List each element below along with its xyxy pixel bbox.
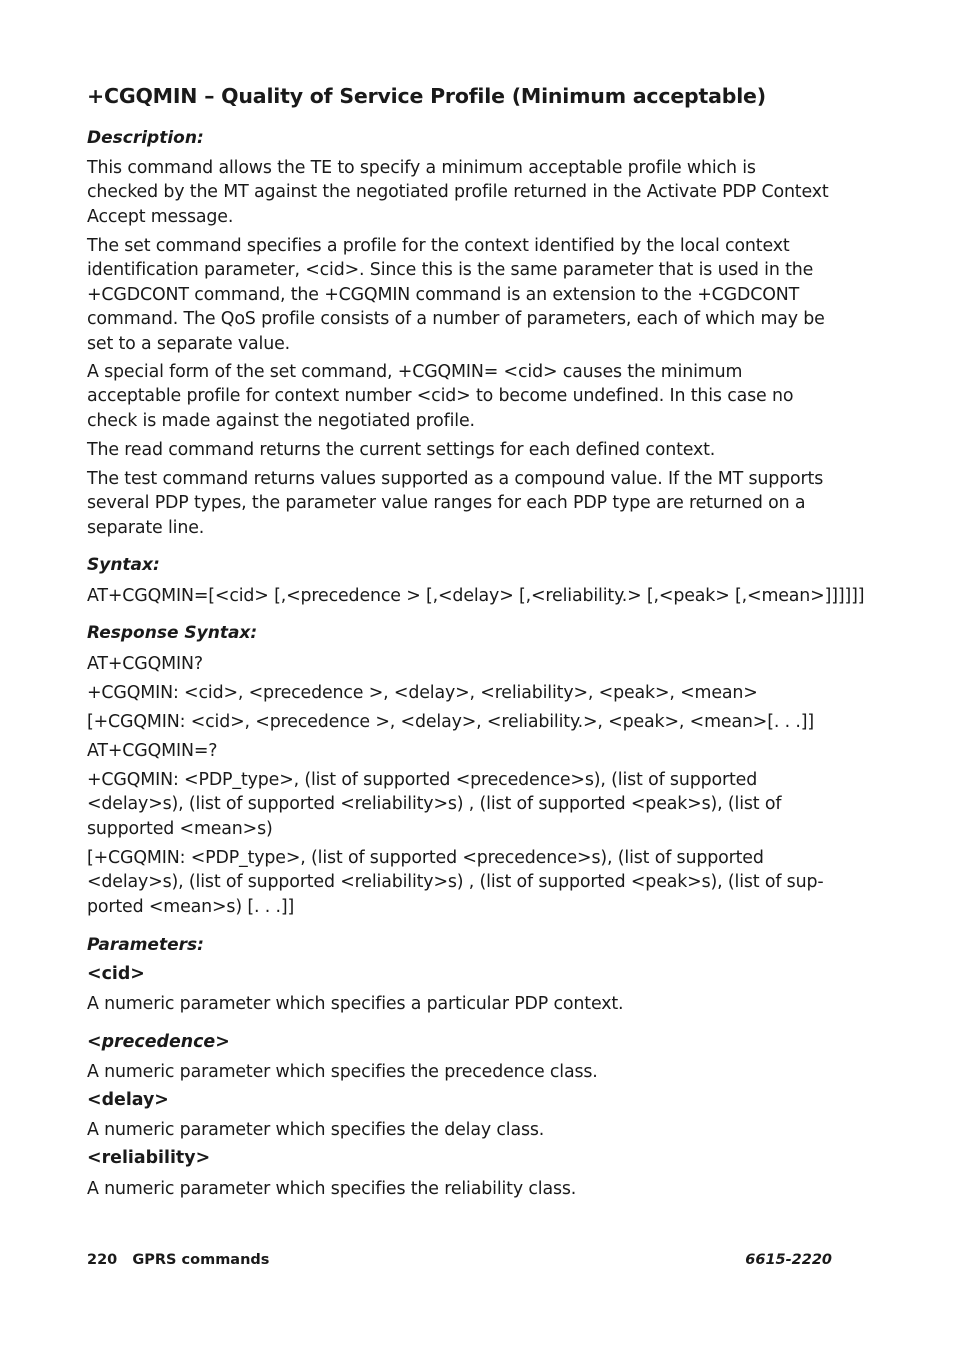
page-title: +CGQMIN – Quality of Service Profile (Minimum acceptable)	[87, 84, 766, 108]
description-label: Description:	[87, 128, 204, 148]
param-desc-reliability: A numeric parameter which specifies the reliability class.	[87, 1179, 577, 1199]
page-footer	[87, 1252, 832, 1268]
page-number: 220	[87, 1252, 118, 1268]
param-desc-delay: A numeric parameter which specifies the delay class.	[87, 1120, 545, 1140]
response-line-3: [+CGQMIN: <cid>, <precedence >, <delay>, <reliability.>, <peak>, <mean>[. . .]]	[87, 712, 815, 732]
response-line-4: AT+CGQMIN=?	[87, 741, 218, 761]
param-name-precedence: <precedence>	[87, 1032, 230, 1052]
param-desc-precedence: A numeric parameter which specifies the precedence class.	[87, 1062, 598, 1082]
parameters-label: Parameters:	[87, 935, 204, 955]
param-desc-cid: A numeric parameter which specifies a particular PDP context.	[87, 994, 624, 1014]
description-paragraph-4: The read command returns the current settings for each defined context.	[87, 440, 716, 460]
response-line-2: +CGQMIN: <cid>, <precedence >, <delay>, <reliability>, <peak>, <mean>	[87, 683, 758, 703]
description-paragraph-5: The test command returns values supported as a compound value. If the MT supports several PDP types, the parameter value ranges for each PDP type are returned on a separate line.	[87, 469, 824, 538]
response-syntax-label: Response Syntax:	[87, 623, 258, 643]
description-paragraph-3: A special form of the set command, +CGQMIN= <cid> causes the minimum acceptable profile for context number <cid> to become undefined. In this case no check is made against the negotiated profile.	[87, 362, 794, 431]
description-paragraph-1: This command allows the TE to specify a minimum acceptable profile which is checked by the MT against the negotiated profile returned in the Activate PDP Context Accept message.	[87, 158, 829, 227]
document-number: 6615-2220	[745, 1252, 832, 1268]
response-line-1: AT+CGQMIN?	[87, 654, 203, 674]
param-name-cid: <cid>	[87, 964, 145, 984]
description-paragraph-2: The set command specifies a profile for the context identified by the local context identification parameter, <cid>. Since this is the same parameter that is used in the +CGDCONT command, the +CGQMIN command is an extension to the +CGDCONT command. The QoS profile consists of a number of parameters, each of which may be set to a separate value.	[87, 236, 825, 354]
syntax-label: Syntax:	[87, 555, 160, 575]
response-line-5: +CGQMIN: <PDP_type>, (list of supported <precedence>s), (list of supported <delay>s), (list of supported <reliability>s) , (list of supported <peak>s), (list of supported <mean>s)	[87, 770, 782, 839]
param-name-delay: <delay>	[87, 1090, 169, 1110]
footer-section-title: GPRS commands	[132, 1252, 270, 1268]
param-name-reliability: <reliability>	[87, 1148, 211, 1168]
syntax-command: AT+CGQMIN=[<cid> [,<precedence > [,<delay> [,<reliability.> [,<peak> [,<mean>]]]]]]	[87, 586, 865, 606]
response-line-6: [+CGQMIN: <PDP_type>, (list of supported <precedence>s), (list of supported <delay>s), (list of supported <reliability>s) , (list of supported <peak>s), (list of sup-ported <mean>s) [. . .]]	[87, 848, 824, 917]
